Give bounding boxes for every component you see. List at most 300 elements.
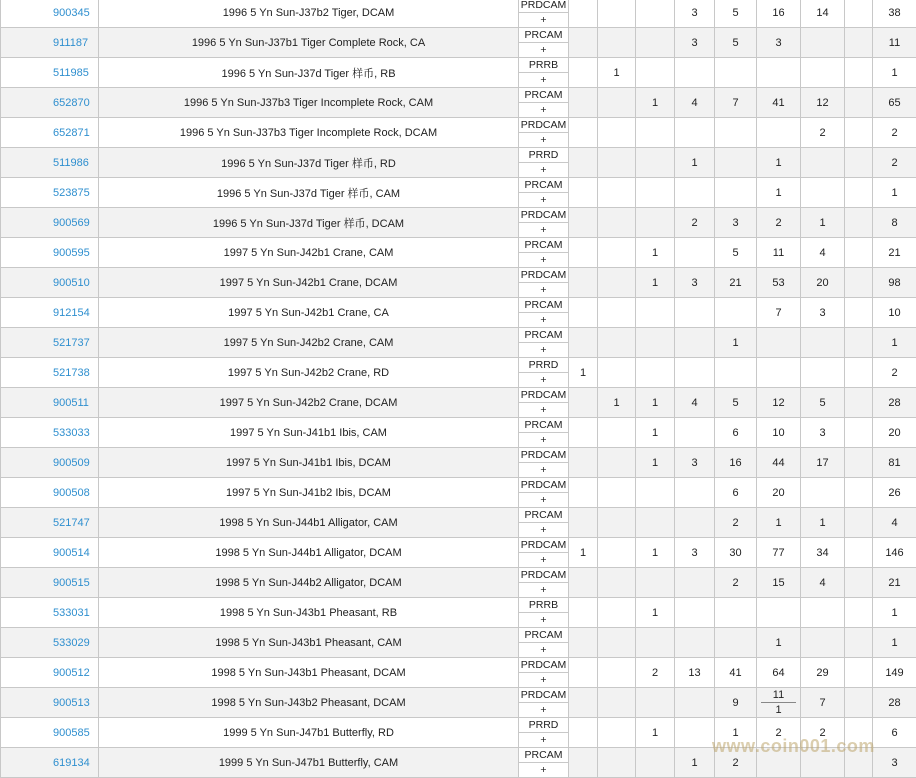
plus-grade-label: + xyxy=(540,104,547,116)
population-count: 1 xyxy=(675,148,715,178)
grade-cell xyxy=(519,628,569,658)
cert-number-cell xyxy=(1,358,99,388)
population-count xyxy=(845,268,873,298)
population-count xyxy=(845,328,873,358)
grade-label: PRDCAM xyxy=(520,209,567,221)
grade-label: PRCAM xyxy=(519,178,568,193)
population-count: 10 xyxy=(757,418,801,448)
population-count xyxy=(569,0,598,28)
population-count xyxy=(845,718,873,748)
coin-description: 1998 5 Yn Sun-J43b1 Pheasant, DCAM xyxy=(99,658,519,688)
population-count xyxy=(569,448,598,478)
population-total: 28 xyxy=(873,388,916,418)
plus-grade-label: + xyxy=(540,44,547,56)
coin-description: 1997 5 Yn Sun-J41b2 Ibis, DCAM xyxy=(99,478,519,508)
population-count: 1 xyxy=(636,448,675,478)
population-total: 38 xyxy=(873,0,916,28)
population-count xyxy=(598,268,636,298)
population-count xyxy=(757,118,801,148)
grade-cell xyxy=(519,388,569,418)
population-count: 5 xyxy=(715,238,757,268)
population-total: 28 xyxy=(873,688,916,718)
population-total: 1 xyxy=(873,598,916,628)
watermark: www.coin001.com xyxy=(712,736,875,756)
population-count xyxy=(569,598,598,628)
grade-cell xyxy=(519,0,569,28)
population-count: 3 xyxy=(675,538,715,568)
table-row xyxy=(1,298,916,328)
table-row xyxy=(1,148,916,178)
grade-cell xyxy=(519,478,569,508)
plus-grade-label: + xyxy=(540,434,547,446)
grade-label: PRDCAM xyxy=(520,269,567,281)
grade-cell xyxy=(519,28,569,58)
population-count xyxy=(636,208,675,238)
table-row xyxy=(1,478,916,508)
cert-number-link[interactable]: 900511 xyxy=(53,396,89,409)
table-row xyxy=(1,718,916,748)
cert-number-link[interactable]: 523875 xyxy=(53,186,90,199)
cert-number-cell xyxy=(1,268,99,298)
plus-grade-label: + xyxy=(540,554,547,566)
population-count xyxy=(569,118,598,148)
population-count xyxy=(636,748,675,778)
population-count xyxy=(845,688,873,718)
population-count xyxy=(636,358,675,388)
grade-cell xyxy=(519,328,569,358)
population-count xyxy=(598,298,636,328)
population-count xyxy=(636,568,675,598)
grade-label: PRDCAM xyxy=(520,479,567,491)
population-count xyxy=(845,58,873,88)
population-count xyxy=(757,358,801,388)
population-count xyxy=(636,28,675,58)
cert-number-link[interactable]: 900508 xyxy=(53,486,90,499)
table-row xyxy=(1,568,916,598)
population-count: 5 xyxy=(715,0,757,28)
population-count: 2 xyxy=(757,208,801,238)
cert-number-link[interactable]: 900345 xyxy=(53,6,90,19)
grade-label: PRCAM xyxy=(519,298,568,313)
population-total: 2 xyxy=(873,118,916,148)
table-row xyxy=(1,58,916,88)
population-count: 3 xyxy=(757,28,801,58)
population-count xyxy=(569,298,598,328)
coin-description: 1996 5 Yn Sun-J37b2 Tiger, DCAM xyxy=(99,0,519,28)
population-count xyxy=(801,628,845,658)
cert-number-link[interactable]: 911187 xyxy=(53,36,89,49)
population-count xyxy=(845,748,873,778)
population-count xyxy=(598,418,636,448)
cert-number-link[interactable]: 533029 xyxy=(53,636,90,649)
plus-grade-label: + xyxy=(540,224,547,236)
population-count xyxy=(598,628,636,658)
population-count: 3 xyxy=(801,298,845,328)
grade-label: PRCAM xyxy=(519,748,568,763)
population-count xyxy=(569,388,598,418)
grade-label: PRDCAM xyxy=(520,659,567,671)
population-count: 16 xyxy=(757,0,801,28)
population-count: 13 xyxy=(675,658,715,688)
population-count xyxy=(675,598,715,628)
coin-description: 1996 5 Yn Sun-J37b3 Tiger Incomplete Rock, CAM xyxy=(99,88,519,118)
population-count: 9 xyxy=(715,688,757,718)
population-count xyxy=(598,28,636,58)
grade-cell xyxy=(519,238,569,268)
population-count xyxy=(636,58,675,88)
cert-number-cell xyxy=(1,88,99,118)
cert-number-link[interactable]: 900514 xyxy=(53,546,90,559)
plus-grade-label: + xyxy=(540,494,547,506)
population-count: 1 xyxy=(636,238,675,268)
population-count xyxy=(757,748,801,778)
population-count xyxy=(675,298,715,328)
population-count: 4 xyxy=(675,388,715,418)
population-total: 2 xyxy=(873,148,916,178)
cert-number-link[interactable]: 912154 xyxy=(53,306,90,319)
population-count: 7 xyxy=(757,298,801,328)
grade-label: PRRD xyxy=(519,358,568,373)
population-count xyxy=(569,268,598,298)
population-count xyxy=(675,418,715,448)
population-count xyxy=(598,688,636,718)
population-count: 1 xyxy=(636,538,675,568)
table-row xyxy=(1,508,916,538)
population-count: 1 xyxy=(757,508,801,538)
population-count xyxy=(675,178,715,208)
population-count: 1 xyxy=(757,178,801,208)
population-count xyxy=(569,418,598,448)
population-count xyxy=(675,58,715,88)
cert-number-link[interactable]: 652871 xyxy=(53,126,90,139)
population-count xyxy=(598,448,636,478)
table-row xyxy=(1,268,916,298)
table-row xyxy=(1,208,916,238)
cert-number-link[interactable]: 521737 xyxy=(53,336,90,349)
population-count: 1 xyxy=(636,268,675,298)
table-row xyxy=(1,358,916,388)
table-row xyxy=(1,658,916,688)
population-count xyxy=(801,28,845,58)
table-row xyxy=(1,598,916,628)
population-count xyxy=(636,628,675,658)
population-count: 7 xyxy=(715,88,757,118)
population-count xyxy=(598,0,636,28)
cert-number-link[interactable]: 900569 xyxy=(53,216,90,229)
cert-number-link[interactable]: 900595 xyxy=(53,246,90,259)
population-count xyxy=(801,328,845,358)
population-count xyxy=(569,688,598,718)
population-count xyxy=(845,628,873,658)
table-row xyxy=(1,688,916,718)
population-count: 2 xyxy=(715,568,757,598)
population-count xyxy=(598,118,636,148)
population-count xyxy=(636,688,675,718)
population-count xyxy=(598,478,636,508)
population-count: 1 xyxy=(636,88,675,118)
population-count: 29 xyxy=(801,658,845,688)
plus-grade-label: + xyxy=(540,374,547,386)
population-total: 3 xyxy=(873,748,916,778)
population-count xyxy=(801,58,845,88)
coin-description: 1997 5 Yn Sun-J42b1 Crane, DCAM xyxy=(99,268,519,298)
plus-grade-label: + xyxy=(540,344,547,356)
grade-label: PRRB xyxy=(519,598,568,613)
cert-number-cell xyxy=(1,718,99,748)
population-count: 7 xyxy=(801,688,845,718)
coin-description: 1997 5 Yn Sun-J42b1 Crane, CA xyxy=(99,298,519,328)
cert-number-link[interactable]: 900509 xyxy=(53,456,90,469)
plus-grade-label: + xyxy=(540,674,547,686)
population-total: 1 xyxy=(873,628,916,658)
table-row xyxy=(1,418,916,448)
cert-number-cell xyxy=(1,748,99,778)
population-count xyxy=(675,328,715,358)
population-count: 2 xyxy=(636,658,675,688)
population-count xyxy=(569,148,598,178)
population-count xyxy=(636,508,675,538)
coin-description: 1998 5 Yn Sun-J44b1 Alligator, DCAM xyxy=(99,538,519,568)
table-row xyxy=(1,178,916,208)
cert-number-link[interactable]: 619134 xyxy=(53,756,90,769)
population-count xyxy=(636,118,675,148)
population-count: 14 xyxy=(801,0,845,28)
population-total: 10 xyxy=(873,298,916,328)
grade-cell xyxy=(519,658,569,688)
cert-number-cell xyxy=(1,598,99,628)
population-count xyxy=(598,538,636,568)
coin-description: 1997 5 Yn Sun-J41b1 Ibis, DCAM xyxy=(99,448,519,478)
cert-number-link[interactable]: 900585 xyxy=(53,726,90,739)
population-count xyxy=(845,238,873,268)
population-count-plus: 1 xyxy=(775,704,782,716)
population-count: 1 xyxy=(569,358,598,388)
population-count-main: 11 xyxy=(761,688,796,703)
population-count xyxy=(598,358,636,388)
population-count xyxy=(675,358,715,388)
grade-label: PRCAM xyxy=(519,328,568,343)
cert-number-cell xyxy=(1,478,99,508)
population-count: 64 xyxy=(757,658,801,688)
population-count xyxy=(675,508,715,538)
table-row xyxy=(1,28,916,58)
population-total: 4 xyxy=(873,508,916,538)
cert-number-link[interactable]: 652870 xyxy=(53,96,90,109)
cert-number-cell xyxy=(1,658,99,688)
population-count xyxy=(757,328,801,358)
population-count xyxy=(636,298,675,328)
population-count: 21 xyxy=(715,268,757,298)
population-count: 5 xyxy=(801,388,845,418)
population-count: 3 xyxy=(675,0,715,28)
population-count xyxy=(845,598,873,628)
plus-grade-label: + xyxy=(540,14,547,26)
population-count: 20 xyxy=(757,478,801,508)
population-count: 2 xyxy=(715,508,757,538)
cert-number-link[interactable]: 900515 xyxy=(53,576,90,589)
population-count xyxy=(845,178,873,208)
grade-cell xyxy=(519,178,569,208)
plus-grade-label: + xyxy=(540,614,547,626)
population-count xyxy=(845,208,873,238)
population-count xyxy=(598,598,636,628)
cert-number-link[interactable]: 511985 xyxy=(53,66,89,79)
plus-grade-label: + xyxy=(540,644,547,656)
population-count: 6 xyxy=(715,418,757,448)
grade-label: PRCAM xyxy=(519,28,568,43)
population-count xyxy=(757,598,801,628)
table-row xyxy=(1,538,916,568)
population-count xyxy=(801,148,845,178)
coin-description: 1998 5 Yn Sun-J43b2 Pheasant, DCAM xyxy=(99,688,519,718)
population-count xyxy=(598,238,636,268)
population-count xyxy=(598,88,636,118)
population-count xyxy=(845,568,873,598)
grade-cell xyxy=(519,118,569,148)
population-total: 21 xyxy=(873,568,916,598)
population-count xyxy=(598,568,636,598)
population-total: 2 xyxy=(873,358,916,388)
population-count: 41 xyxy=(757,88,801,118)
plus-grade-label: + xyxy=(540,404,547,416)
grade-label: PRDCAM xyxy=(520,119,567,131)
grade-cell xyxy=(519,688,569,718)
grade-label: PRDCAM xyxy=(520,569,567,581)
plus-grade-label: + xyxy=(540,164,547,176)
population-count xyxy=(845,448,873,478)
plus-grade-label: + xyxy=(540,704,547,716)
population-count xyxy=(757,688,801,718)
population-count: 1 xyxy=(801,208,845,238)
cert-number-link[interactable]: 511986 xyxy=(53,156,89,169)
cert-number-link[interactable]: 900512 xyxy=(53,666,90,679)
table-row xyxy=(1,238,916,268)
population-count: 1 xyxy=(715,718,757,748)
population-total: 20 xyxy=(873,418,916,448)
population-count xyxy=(715,298,757,328)
plus-grade-label: + xyxy=(540,74,547,86)
population-count: 5 xyxy=(715,388,757,418)
population-count: 4 xyxy=(675,88,715,118)
population-count xyxy=(569,178,598,208)
population-count xyxy=(715,178,757,208)
population-count xyxy=(715,598,757,628)
cert-number-cell xyxy=(1,118,99,148)
population-count xyxy=(569,238,598,268)
population-total: 1 xyxy=(873,58,916,88)
cert-number-link[interactable]: 533033 xyxy=(53,426,90,439)
population-count xyxy=(845,358,873,388)
population-count xyxy=(569,748,598,778)
grade-label: PRDCAM xyxy=(520,539,567,551)
population-total: 26 xyxy=(873,478,916,508)
grade-label: PRCAM xyxy=(519,88,568,103)
cert-number-cell xyxy=(1,58,99,88)
cert-number-link[interactable]: 900513 xyxy=(53,696,90,709)
population-count: 1 xyxy=(598,58,636,88)
table-row xyxy=(1,0,916,28)
population-count xyxy=(569,508,598,538)
population-count: 15 xyxy=(757,568,801,598)
population-count xyxy=(801,358,845,388)
grade-cell xyxy=(519,358,569,388)
population-count xyxy=(598,328,636,358)
population-count xyxy=(801,178,845,208)
grade-label: PRRD xyxy=(519,718,568,733)
population-count xyxy=(569,658,598,688)
cert-number-link[interactable]: 521738 xyxy=(53,366,90,379)
population-count xyxy=(598,658,636,688)
population-count: 1 xyxy=(569,538,598,568)
plus-grade-label: + xyxy=(540,734,547,746)
population-count xyxy=(715,118,757,148)
coin-description: 1997 5 Yn Sun-J42b2 Crane, CAM xyxy=(99,328,519,358)
population-total: 81 xyxy=(873,448,916,478)
population-count: 4 xyxy=(801,568,845,598)
table-row xyxy=(1,388,916,418)
population-count xyxy=(845,0,873,28)
population-count xyxy=(675,718,715,748)
population-count xyxy=(675,118,715,148)
population-count xyxy=(845,508,873,538)
grade-cell xyxy=(519,298,569,328)
grade-cell xyxy=(519,538,569,568)
population-count: 3 xyxy=(715,208,757,238)
population-count xyxy=(845,388,873,418)
coin-description: 1996 5 Yn Sun-J37d Tiger 样币, RD xyxy=(99,148,519,178)
population-count xyxy=(845,148,873,178)
population-count xyxy=(715,148,757,178)
coin-description: 1996 5 Yn Sun-J37b1 Tiger Complete Rock, CA xyxy=(99,28,519,58)
population-count xyxy=(845,298,873,328)
coin-description: 1997 5 Yn Sun-J41b1 Ibis, CAM xyxy=(99,418,519,448)
population-count: 34 xyxy=(801,538,845,568)
population-count: 1 xyxy=(675,748,715,778)
population-count: 1 xyxy=(715,328,757,358)
grade-cell xyxy=(519,88,569,118)
population-count: 2 xyxy=(801,718,845,748)
population-count xyxy=(675,478,715,508)
grade-cell xyxy=(519,418,569,448)
population-count xyxy=(675,688,715,718)
cert-number-cell xyxy=(1,418,99,448)
grade-cell xyxy=(519,568,569,598)
cert-number-link[interactable]: 900510 xyxy=(53,276,90,289)
cert-number-cell xyxy=(1,298,99,328)
population-count: 20 xyxy=(801,268,845,298)
coin-description: 1996 5 Yn Sun-J37d Tiger 样币, RB xyxy=(99,58,519,88)
grade-label: PRRB xyxy=(519,58,568,73)
population-total: 146 xyxy=(873,538,916,568)
coin-description: 1999 5 Yn Sun-J47b1 Butterfly, CAM xyxy=(99,748,519,778)
population-count: 1 xyxy=(636,418,675,448)
grade-label: PRRD xyxy=(519,148,568,163)
grade-cell xyxy=(519,208,569,238)
grade-cell xyxy=(519,508,569,538)
coin-description: 1997 5 Yn Sun-J42b2 Crane, RD xyxy=(99,358,519,388)
grade-label: PRDCAM xyxy=(520,449,567,461)
population-count xyxy=(801,478,845,508)
cert-number-link[interactable]: 533031 xyxy=(53,606,90,619)
population-count: 2 xyxy=(757,718,801,748)
population-count: 3 xyxy=(675,268,715,298)
population-total: 6 xyxy=(873,718,916,748)
population-total: 65 xyxy=(873,88,916,118)
table-row xyxy=(1,448,916,478)
population-count: 5 xyxy=(715,28,757,58)
population-count: 1 xyxy=(636,718,675,748)
cert-number-link[interactable]: 521747 xyxy=(53,516,90,529)
